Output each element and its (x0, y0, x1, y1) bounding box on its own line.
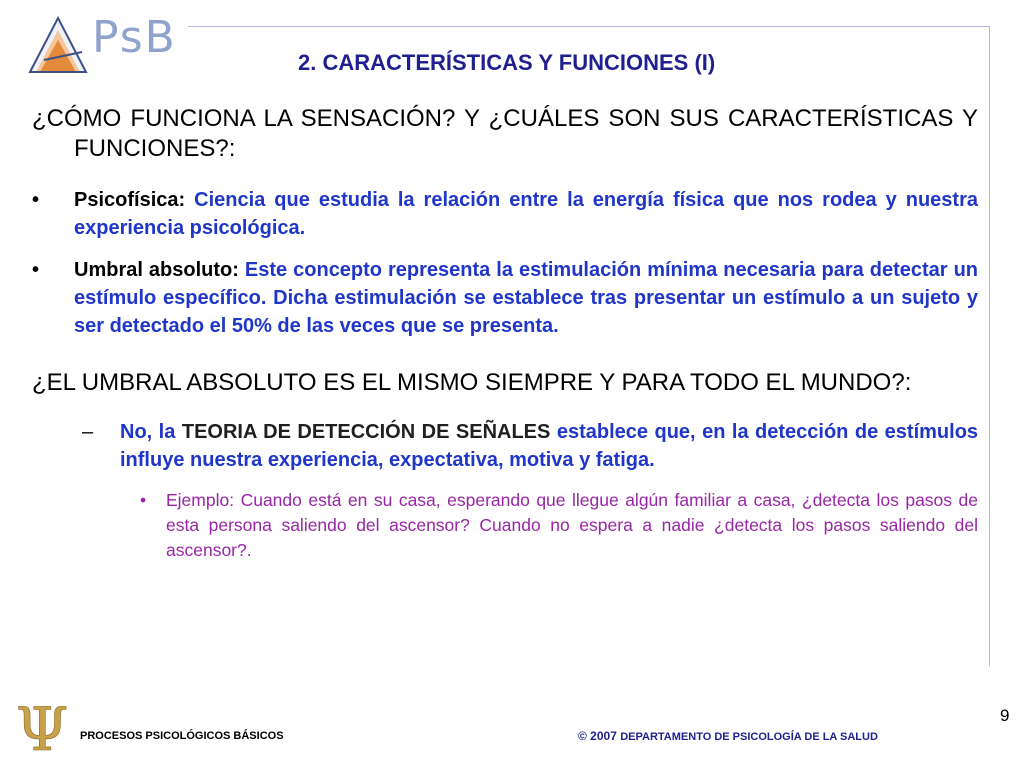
logo-text: PsB (92, 12, 177, 63)
definition-umbral-absoluto: Este concepto representa la estimulación mínima necesaria para detectar un estímulo específico. Dicha estimulación se establece tras presentar un estímulo a un sujeto y ser detectado el 50% de las veces que se presenta. (74, 259, 978, 337)
example-item (32, 488, 978, 563)
bullet-marker: • (32, 259, 40, 281)
example-text: Ejemplo: Cuando está en su casa, esperando que llegue algún familiar a casa, ¿detecta los pasos de esta persona saliendo del ascensor? Cuando no espera a nadie ¿detecta los pasos saliendo del ascensor?. (166, 490, 978, 560)
bullet-psicofisica (32, 186, 978, 242)
dash-item-deteccion (32, 418, 978, 474)
dash-pre: No, la (120, 421, 176, 443)
definition-psicofisica: Ciencia que estudia la relación entre la energía física que nos rodea y nuestra experiencia psicológica. (74, 189, 978, 239)
sub-bullet-marker: • (140, 490, 147, 510)
term-umbral-absoluto: Umbral absoluto: (74, 259, 239, 281)
bullet-umbral-absoluto (32, 256, 978, 340)
dash-marker: – (82, 421, 94, 443)
slide-title: 2. CARACTERÍSTICAS Y FUNCIONES (I) (298, 50, 716, 75)
top-divider (188, 26, 990, 27)
bullet-marker: • (32, 189, 40, 211)
page-number: 9 (1000, 706, 1010, 725)
dash-post: establece que, en la detección de estímulos influye nuestra experiencia, expectativa, motiva y fatiga. (120, 421, 979, 471)
term-psicofisica: Psicofísica: (74, 189, 186, 211)
svg-text:Ψ: Ψ (15, 696, 69, 756)
slide-content (32, 104, 978, 563)
question-2: ¿EL UMBRAL ABSOLUTO ES EL MISMO SIEMPRE Y PARA TODO EL MUNDO?: (32, 369, 912, 396)
psi-logo-icon (10, 696, 74, 756)
footer-department-name: DEPARTAMENTO DE PSICOLOGÍA DE LA SALUD (620, 731, 878, 743)
footer-copyright: © 2007 (578, 729, 617, 743)
question-1: ¿CÓMO FUNCIONA LA SENSACIÓN? Y ¿CUÁLES SON SUS CARACTERÍSTICAS Y FUNCIONES?: (32, 105, 978, 162)
right-divider (989, 26, 990, 666)
term-teoria-deteccion: TEORIA DE DETECCIÓN DE SEÑALES (181, 421, 551, 443)
footer-department (578, 729, 878, 743)
footer-course: PROCESOS PSICOLÓGICOS BÁSICOS (80, 730, 284, 742)
